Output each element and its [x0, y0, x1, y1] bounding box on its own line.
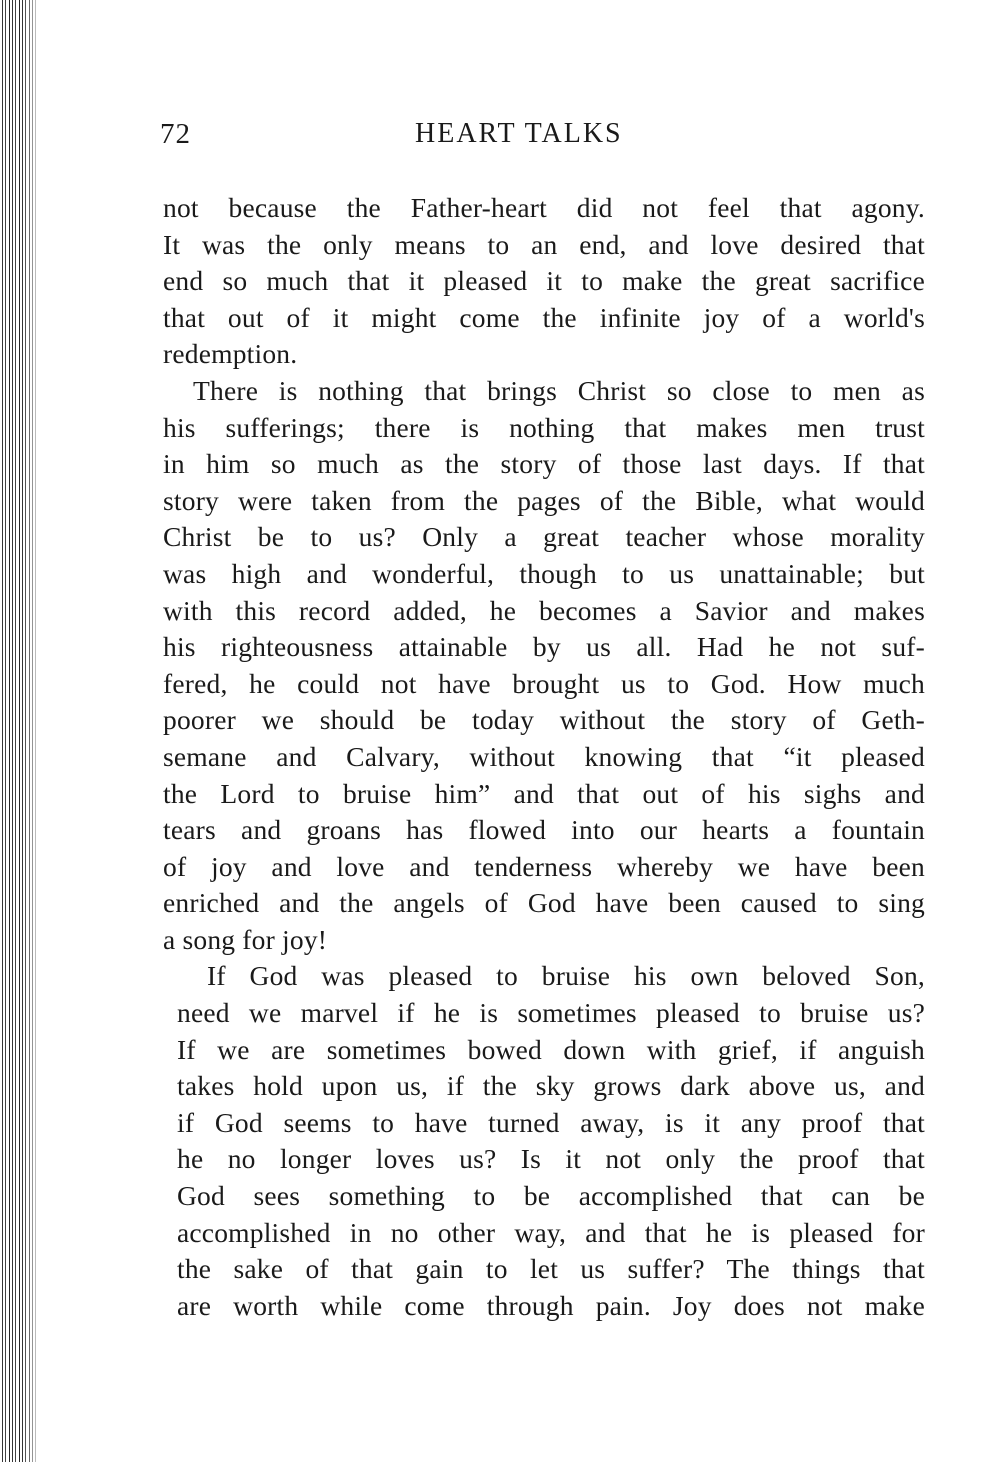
text-line: If we are sometimes bowed down with grief, if anguish [177, 1033, 925, 1065]
body-text [163, 190, 925, 1324]
page-number: 72 [160, 118, 191, 150]
text-line: with this record added, he becomes a Savior and makes [163, 594, 925, 626]
text-line: semane and Calvary, without knowing that “it pleased [163, 740, 925, 772]
text-line: of joy and love and tenderness whereby we have been [163, 850, 925, 882]
text-line: enriched and the angels of God have been caused to sing [163, 887, 925, 919]
text-line: need we marvel if he is sometimes pleased to bruise us? [177, 997, 925, 1029]
running-head [160, 118, 940, 158]
text-line: not because the Father-heart did not feel that agony. [163, 192, 925, 223]
text-line: There is nothing that brings Christ so close to men as [193, 374, 925, 406]
text-line: God sees something to be accomplished that can be [177, 1180, 925, 1212]
paragraph-2 [163, 373, 925, 959]
text-line: his righteousness attainable by us all. Had he not suf- [163, 631, 925, 663]
text-line: was high and wonderful, though to us unattainable; but [163, 557, 925, 589]
text-line: the Lord to bruise him” and that out of his sighs and [163, 777, 925, 809]
text-line: takes hold upon us, if the sky grows dark above us, and [177, 1070, 925, 1102]
paragraph-3 [177, 958, 925, 1324]
page-title: HEART TALKS [415, 118, 623, 149]
text-line: a song for joy! [163, 923, 328, 955]
text-line: Christ be to us? Only a great teacher whose morality [163, 521, 925, 553]
binding-shadow [24, 0, 42, 1462]
text-line: his sufferings; there is nothing that makes men trust [163, 411, 925, 443]
text-line: in him so much as the story of those last days. If that [163, 448, 925, 480]
text-line: redemption. [163, 338, 298, 370]
text-line: that out of it might come the infinite joy of a world's [163, 301, 925, 333]
paragraph-1 [163, 190, 925, 373]
text-line: the sake of that gain to let us suffer? The things that [177, 1253, 925, 1285]
text-line: are worth while come through pain. Joy does not make [177, 1289, 925, 1321]
text-line: fered, he could not have brought us to God. How much [163, 667, 925, 699]
text-line: he no longer loves us? Is it not only the proof that [177, 1143, 925, 1175]
text-line: poorer we should be today without the story of Geth- [163, 704, 925, 736]
text-line: tears and groans has flowed into our hearts a fountain [163, 814, 925, 846]
text-line: accomplished in no other way, and that he is pleased for [177, 1216, 925, 1248]
text-line: story were taken from the pages of the Bible, what would [163, 484, 925, 516]
text-line: if God seems to have turned away, is it any proof that [177, 1106, 925, 1138]
text-line: If God was pleased to bruise his own beloved Son, [207, 960, 925, 992]
text-line: end so much that it pleased it to make the great sacrifice [163, 265, 925, 297]
text-line: It was the only means to an end, and love desired that [163, 228, 925, 260]
